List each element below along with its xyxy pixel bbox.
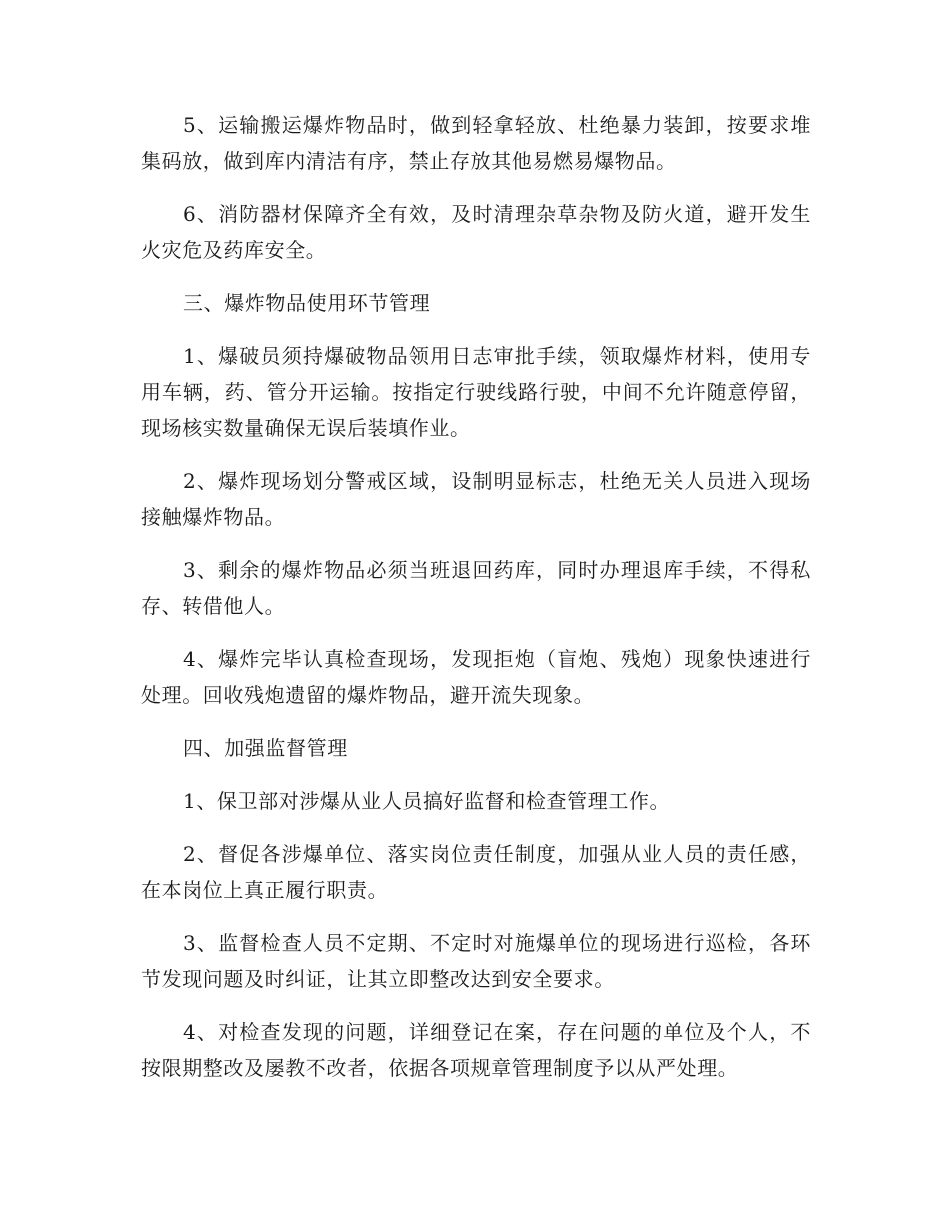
paragraph-item-5-transport: 5、运输搬运爆炸物品时，做到轻拿轻放、杜绝暴力装卸，按要求堆集码放，做到库内清洁有序，禁止存放其他易燃易爆物品。 bbox=[141, 113, 811, 173]
paragraph-supervision-item-1: 1、保卫部对涉爆从业人员搞好监督和检查管理工作。 bbox=[183, 789, 671, 813]
section-heading-supervision: 四、加强监督管理 bbox=[183, 736, 348, 760]
paragraph-supervision-item-2: 2、督促各涉爆单位、落实岗位责任制度，加强从业人员的责任感，在本岗位上真正履行职责。 bbox=[141, 842, 811, 902]
paragraph-usage-item-3: 3、剩余的爆炸物品必须当班退回药库，同时办理退库手续，不得私存、转借他人。 bbox=[141, 558, 811, 618]
paragraph-usage-item-1: 1、爆破员须持爆破物品领用日志审批手续，领取爆炸材料，使用专用车辆，药、管分开运输。按指定行驶线路行驶，中间不允许随意停留，现场核实数量确保无误后装填作业。 bbox=[141, 344, 811, 440]
paragraph-supervision-item-3: 3、监督检查人员不定期、不定时对施爆单位的现场进行巡检，各环节发现问题及时纠证，让其立即整改达到安全要求。 bbox=[141, 931, 811, 991]
paragraph-usage-item-2: 2、爆炸现场划分警戒区域，设制明显标志，杜绝无关人员进入现场接触爆炸物品。 bbox=[141, 469, 811, 529]
paragraph-item-6-fire-equipment: 6、消防器材保障齐全有效，及时清理杂草杂物及防火道，避开发生火灾危及药库安全。 bbox=[141, 202, 811, 262]
document-body bbox=[141, 107, 811, 1086]
paragraph-supervision-item-4: 4、对检查发现的问题，详细登记在案，存在问题的单位及个人，不按限期整改及屡教不改者，依据各项规章管理制度予以从严处理。 bbox=[141, 1020, 811, 1080]
section-heading-usage-management: 三、爆炸物品使用环节管理 bbox=[183, 291, 431, 315]
paragraph-usage-item-4: 4、爆炸完毕认真检查现场，发现拒炮（盲炮、残炮）现象快速进行处理。回收残炮遗留的爆炸物品，避开流失现象。 bbox=[141, 647, 811, 707]
